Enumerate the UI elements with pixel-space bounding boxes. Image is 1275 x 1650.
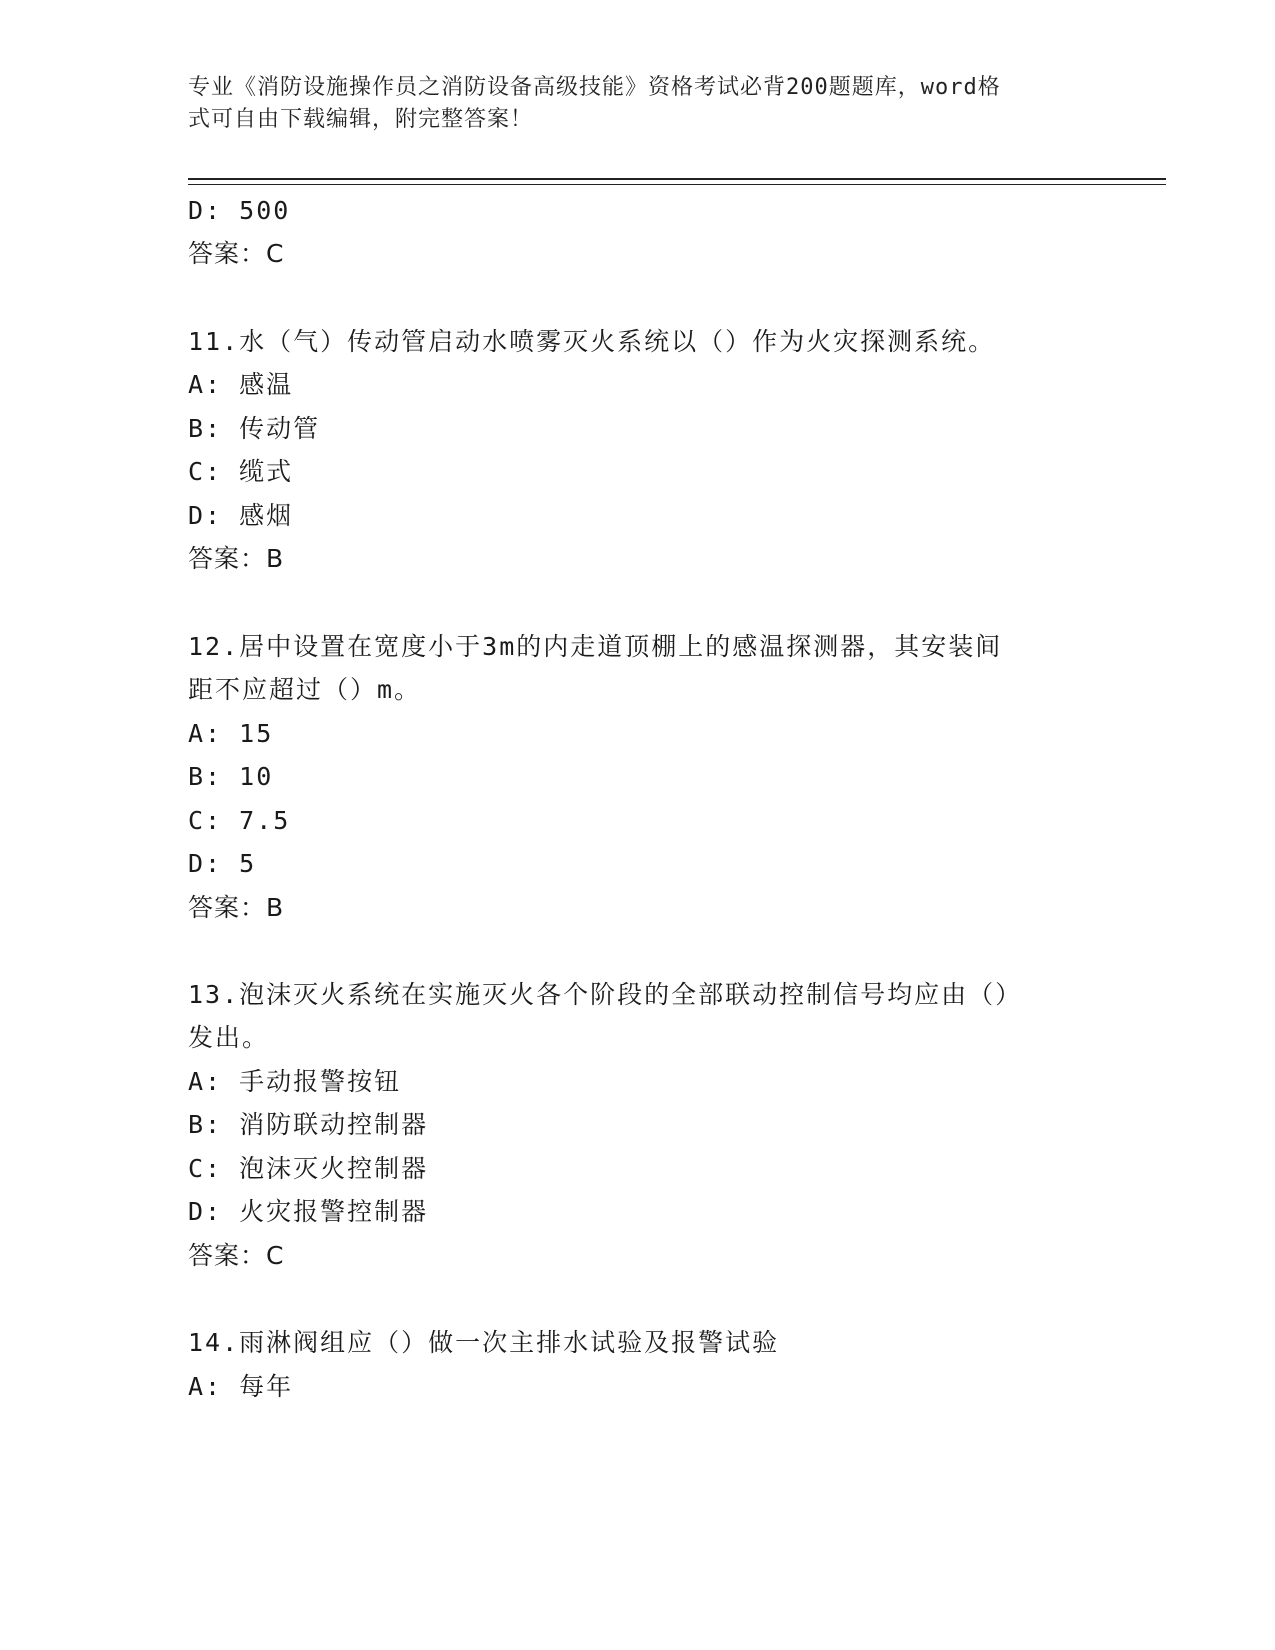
q12-stem-line-1: 12.居中设置在宽度小于3m的内走道顶棚上的感温探测器，其安装间	[188, 632, 1003, 661]
q12-option-b: B: 10	[188, 762, 274, 791]
q13-option-c: C: 泡沫灭火控制器	[188, 1154, 429, 1183]
q13-option-d: D: 火灾报警控制器	[188, 1197, 429, 1226]
q11-option-d: D: 感烟	[188, 501, 294, 530]
q13-stem-line-1: 13.泡沫灭火系统在实施灭火各个阶段的全部联动控制信号均应由（）	[188, 980, 1023, 1009]
q11-stem: 11.水（气）传动管启动水喷雾灭火系统以（）作为火灾探测系统。	[188, 327, 996, 356]
q12-stem-line-2: 距不应超过（）m。	[188, 675, 422, 704]
q11-option-b: B: 传动管	[188, 414, 321, 443]
q13-stem-line-2: 发出。	[188, 1023, 270, 1052]
q14-option-a: A: 每年	[188, 1372, 294, 1401]
document-header	[188, 72, 1068, 136]
q11-option-c: C: 缆式	[188, 457, 294, 486]
q11-answer: 答案：B	[188, 544, 285, 573]
q13-option-a: A: 手动报警按钮	[188, 1067, 402, 1096]
header-line-1: 专业《消防设施操作员之消防设备高级技能》资格考试必背200题题库，word格	[188, 75, 1001, 100]
q12-answer: 答案：B	[188, 893, 285, 922]
q13-answer: 答案：C	[188, 1241, 285, 1270]
header-divider-thick	[188, 178, 1166, 180]
prev-answer: 答案：C	[188, 239, 285, 268]
header-divider-thin	[188, 184, 1166, 185]
header-line-2: 式可自由下载编辑，附完整答案！	[188, 107, 534, 132]
q13-option-b: B: 消防联动控制器	[188, 1110, 429, 1139]
q12-option-a: A: 15	[188, 719, 274, 748]
q11-option-a: A: 感温	[188, 370, 294, 399]
q12-option-c: C: 7.5	[188, 806, 291, 835]
prev-option-d: D: 500	[188, 196, 291, 225]
q12-option-d: D: 5	[188, 849, 257, 878]
q14-stem: 14.雨淋阀组应（）做一次主排水试验及报警试验	[188, 1328, 780, 1357]
